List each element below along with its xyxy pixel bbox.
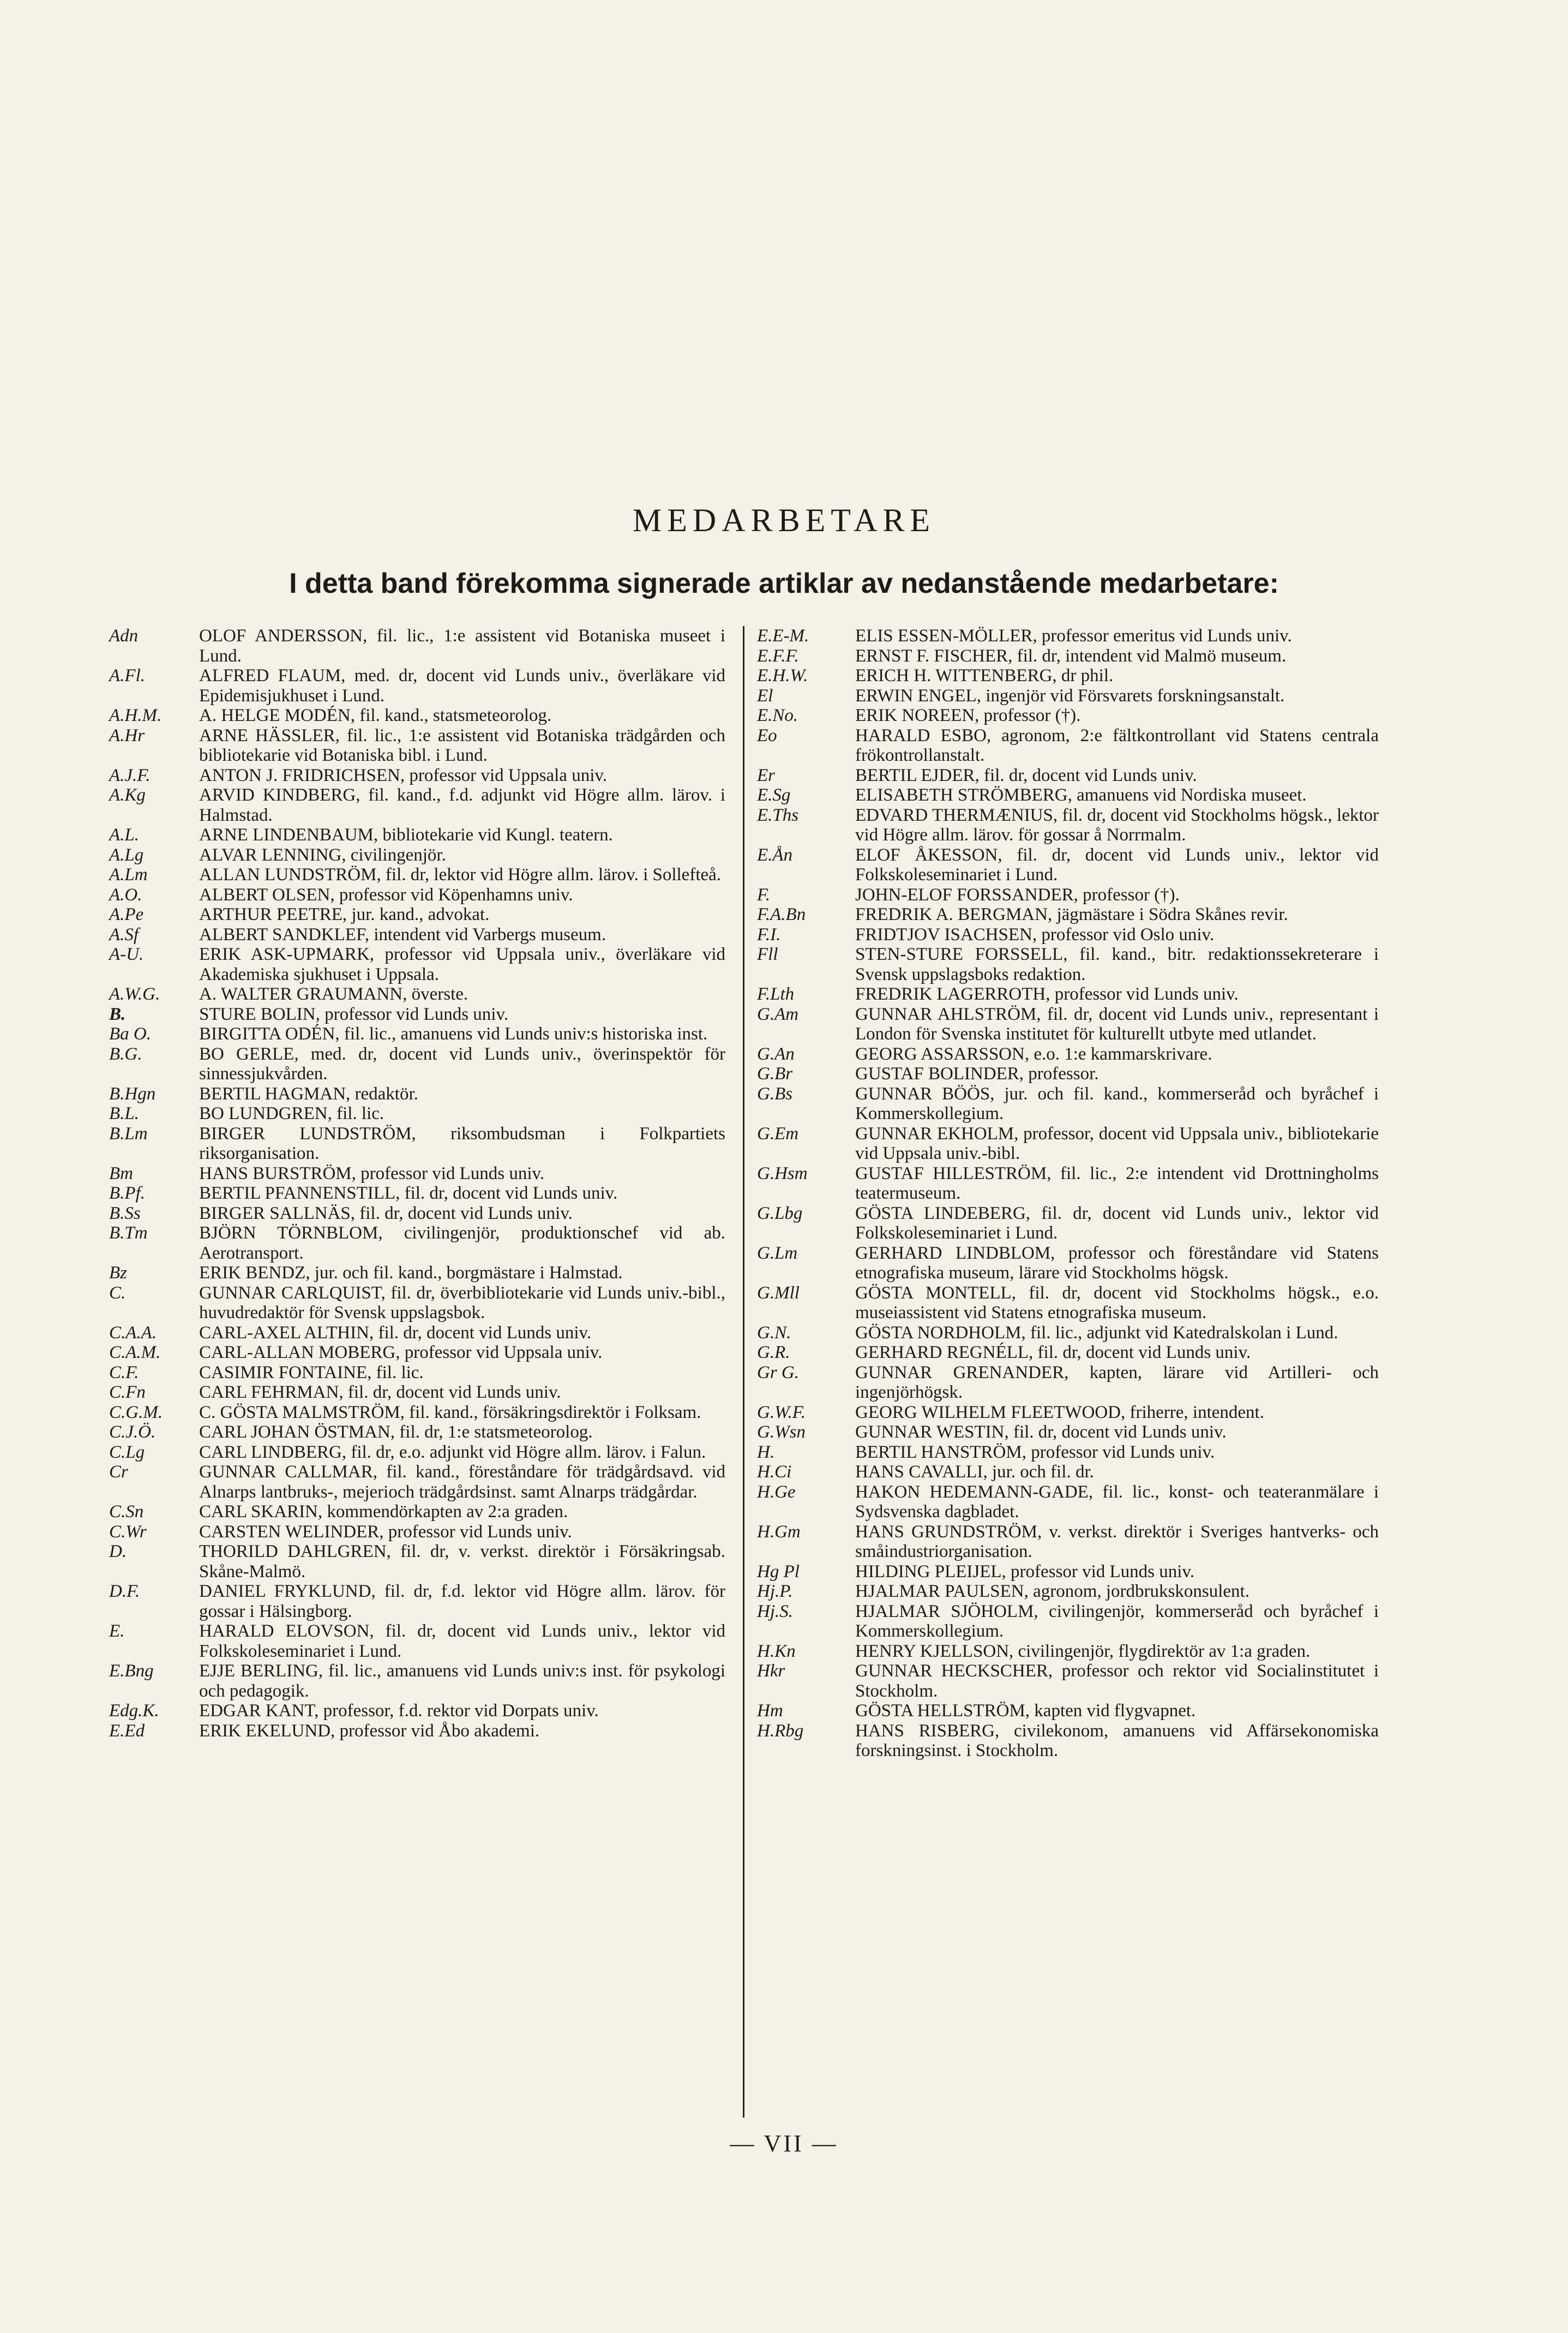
signature-abbreviation: G.Am <box>757 1004 799 1024</box>
signature-abbreviation: B.Pf. <box>109 1183 145 1203</box>
contributor-entry <box>109 1621 725 1661</box>
contributor-entry <box>109 1382 725 1403</box>
contributor-description: ARNE LINDENBAUM, bibliotekarie vid Kungl. teatern. <box>199 825 613 845</box>
contributor-entry <box>109 1164 725 1184</box>
signature-abbreviation: G.An <box>757 1044 795 1064</box>
contributor-entry <box>109 1005 725 1025</box>
signature-abbreviation: C.A.A. <box>109 1322 157 1343</box>
contributor-description: ARNE HÄSSLER, fil. lic., 1:e assistent vid Botaniska trädgården och bibliotekarie vid Botaniska bibl. i Lund. <box>199 725 725 765</box>
page-title: MEDARBETARE <box>632 502 936 538</box>
signature-abbreviation: Hj.S. <box>757 1601 793 1621</box>
contributor-description: CARL SKARIN, kommendörkapten av 2:a graden. <box>199 1502 568 1522</box>
signature-abbreviation: Hj.P. <box>757 1582 793 1601</box>
contributor-entry <box>109 1701 725 1721</box>
contributor-description: STEN-STURE FORSSELL, fil. kand., bitr. redaktionssekreterare i Svensk uppslagsboks redaktion. <box>855 945 1379 984</box>
contributor-description: GUNNAR CARLQUIST, fil. dr, överbibliotekarie vid Lunds univ.-bibl., huvudredaktör för Svensk uppslagsbok. <box>199 1283 725 1322</box>
contributor-description: GUNNAR WESTIN, fil. dr, docent vid Lunds univ. <box>855 1422 1227 1442</box>
signature-abbreviation: Eo <box>757 725 777 745</box>
contributor-entry <box>109 925 725 945</box>
signature-abbreviation: A.J.F. <box>109 765 151 785</box>
contributor-entry <box>757 1363 1379 1403</box>
signature-abbreviation: A.Lg <box>109 845 144 865</box>
contributor-description: GUNNAR GRENANDER, kapten, lärare vid Artilleri- och ingenjörhögsk. <box>855 1362 1379 1402</box>
contributor-description: BO LUNDGREN, fil. lic. <box>199 1104 385 1123</box>
signature-abbreviation: G.Lbg <box>757 1203 803 1223</box>
contributor-entry <box>757 845 1379 885</box>
signature-abbreviation: C.Sn <box>109 1502 144 1522</box>
contributor-description: HENRY KJELLSON, civilingenjör, flygdirektör av 1:a graden. <box>855 1641 1311 1661</box>
contributor-description: GUSTAF HILLESTRÖM, fil. lic., 2:e intendent vid Drottningholms teatermuseum. <box>855 1163 1379 1203</box>
signature-abbreviation: A.Pe <box>109 905 144 924</box>
contributor-entry <box>109 1542 725 1582</box>
contributor-entry <box>757 1602 1379 1641</box>
contributor-description: EDGAR KANT, professor, f.d. rektor vid Dorpats univ. <box>199 1701 599 1721</box>
contributor-entry <box>109 1104 725 1124</box>
signature-abbreviation: E.No. <box>757 706 798 725</box>
signature-abbreviation: C.G.M. <box>109 1402 163 1422</box>
signature-abbreviation: A.H.M. <box>109 706 162 725</box>
contributor-description: ALVAR LENNING, civilingenjör. <box>199 845 446 865</box>
contributor-description: HANS RISBERG, civilekonom, amanuens vid Affärsekonomiska forskningsinst. i Stockholm. <box>855 1721 1379 1760</box>
signature-abbreviation: G.W.F. <box>757 1402 806 1422</box>
contributor-entry <box>109 626 725 666</box>
signature-abbreviation: A.Fl. <box>109 666 145 686</box>
signature-abbreviation: F.Lth <box>757 984 795 1004</box>
contributor-description: A. HELGE MODÉN, fil. kand., statsmeteorolog. <box>199 706 552 725</box>
contributor-entry <box>109 1283 725 1323</box>
signature-abbreviation: Hm <box>757 1701 783 1721</box>
signature-abbreviation: Fll <box>757 945 778 964</box>
signature-abbreviation: F.A.Bn <box>757 905 806 924</box>
contributor-description: STURE BOLIN, professor vid Lunds univ. <box>199 1004 509 1024</box>
contributor-entry <box>109 984 725 1005</box>
contributor-description: CASIMIR FONTAINE, fil. lic. <box>199 1362 424 1382</box>
contributor-description: ANTON J. FRIDRICHSEN, professor vid Uppsala univ. <box>199 765 607 785</box>
contributor-entry <box>109 785 725 825</box>
contributor-entry <box>109 1522 725 1542</box>
signature-abbreviation: B.Lm <box>109 1123 148 1144</box>
signature-abbreviation: B.G. <box>109 1044 142 1064</box>
contributor-description: GEORG WILHELM FLEETWOOD, friherre, intendent. <box>855 1402 1264 1422</box>
contributor-description: GÖSTA LINDEBERG, fil. dr, docent vid Lunds univ., lektor vid Folkskoleseminariet i Lund. <box>855 1203 1379 1243</box>
contributor-entry <box>757 646 1379 666</box>
contributor-description: ELIS ESSEN-MÖLLER, professor emeritus vid Lunds univ. <box>855 626 1292 646</box>
signature-abbreviation: Cr <box>109 1462 128 1482</box>
contributor-description: GUNNAR AHLSTRÖM, fil. dr, docent vid Lunds univ., representant i London för Svenska institutet för kulturellt utbyte med utlandet. <box>855 1004 1379 1044</box>
signature-abbreviation: Bz <box>109 1263 127 1283</box>
signature-abbreviation: E.Bng <box>109 1661 154 1681</box>
signature-abbreviation: Hkr <box>757 1661 785 1681</box>
signature-abbreviation: E.Ths <box>757 805 799 825</box>
contributor-description: ARVID KINDBERG, fil. kand., f.d. adjunkt vid Högre allm. lärov. i Halmstad. <box>199 785 725 825</box>
contributor-description: ERIK ASK-UPMARK, professor vid Uppsala univ., överläkare vid Akademiska sjukhuset i Uppsala. <box>199 945 725 984</box>
contributor-description: GUSTAF BOLINDER, professor. <box>855 1064 1099 1084</box>
contributor-entry <box>757 785 1379 805</box>
signature-abbreviation: G.Br <box>757 1064 793 1084</box>
contributor-entry <box>109 1462 725 1502</box>
signature-abbreviation: D.F. <box>109 1582 140 1601</box>
contributor-entry <box>757 1005 1379 1044</box>
signature-abbreviation: B.Ss <box>109 1203 141 1223</box>
contributor-entry <box>757 1562 1379 1582</box>
contributor-description: BERTIL PFANNENSTILL, fil. dr, docent vid Lunds univ. <box>199 1183 618 1203</box>
contributor-description: ARTHUR PEETRE, jur. kand., advokat. <box>199 905 490 924</box>
signature-abbreviation: E.H.W. <box>757 666 808 686</box>
signature-abbreviation: G.Em <box>757 1123 799 1144</box>
signature-abbreviation: C.J.Ö. <box>109 1422 156 1442</box>
signature-abbreviation: E.Sg <box>757 785 791 805</box>
contributor-description: THORILD DAHLGREN, fil. dr, v. verkst. direktör i Försäkringsab. Skåne-Malmö. <box>199 1542 725 1582</box>
contributor-description: CARSTEN WELINDER, professor vid Lunds univ. <box>199 1522 572 1542</box>
contributor-entry <box>757 706 1379 726</box>
contributor-entry <box>109 1183 725 1204</box>
contributor-description: GUNNAR CALLMAR, fil. kand., föreståndare för trädgårdsavd. vid Alnarps lantbruks-, mejerioch trädgårdsinst. samt Alnarps trädgårdar. <box>199 1462 725 1502</box>
contributor-entry <box>109 1582 725 1621</box>
signature-abbreviation: Ba O. <box>109 1024 151 1044</box>
contributor-description: ELISABETH STRÖMBERG, amanuens vid Nordiska museet. <box>855 785 1307 805</box>
contributor-entry <box>109 1204 725 1224</box>
contributor-description: HARALD ESBO, agronom, 2:e fältkontrollant vid Statens centrala frökontrollanstalt. <box>855 725 1379 765</box>
contributor-description: CARL FEHRMAN, fil. dr, docent vid Lunds univ. <box>199 1382 561 1402</box>
contributor-entry <box>757 726 1379 766</box>
signature-abbreviation: B. <box>109 1004 126 1024</box>
contributor-entry <box>109 726 725 766</box>
signature-abbreviation: G.Hsm <box>757 1163 808 1183</box>
signature-abbreviation: F. <box>757 885 771 905</box>
contributor-entry <box>109 825 725 845</box>
signature-abbreviation: C.Wr <box>109 1522 147 1542</box>
signature-abbreviation: C.F. <box>109 1362 139 1382</box>
contributor-description: CARL LINDBERG, fil. dr, e.o. adjunkt vid Högre allm. lärov. i Falun. <box>199 1442 706 1462</box>
contributor-entry <box>757 1641 1379 1662</box>
signature-abbreviation: C. <box>109 1283 126 1303</box>
contributor-entry <box>757 925 1379 945</box>
contributor-description: BIRGER SALLNÄS, fil. dr, docent vid Lunds univ. <box>199 1203 573 1223</box>
contributor-entry <box>109 905 725 925</box>
signature-abbreviation: A.Lm <box>109 865 148 885</box>
signature-abbreviation: A-U. <box>109 945 144 964</box>
contributor-description: BERTIL HANSTRÖM, professor vid Lunds univ. <box>855 1442 1215 1462</box>
contributor-description: ERNST F. FISCHER, fil. dr, intendent vid Malmö museum. <box>855 646 1287 666</box>
contributor-description: CARL JOHAN ÖSTMAN, fil. dr, 1:e statsmeteorolog. <box>199 1422 593 1442</box>
contributor-entry <box>757 1701 1379 1721</box>
contributor-entry <box>757 1482 1379 1522</box>
contributor-entry <box>109 1403 725 1423</box>
contributor-description: HILDING PLEIJEL, professor vid Lunds univ. <box>855 1561 1195 1582</box>
contributor-description: GÖSTA NORDHOLM, fil. lic., adjunkt vid Katedralskolan i Lund. <box>855 1322 1338 1343</box>
signature-abbreviation: E.F.F. <box>757 646 799 666</box>
column-divider <box>743 626 744 2118</box>
contributor-entry <box>109 1024 725 1044</box>
contributor-entry <box>757 1164 1379 1204</box>
contributor-description: BO GERLE, med. dr, docent vid Lunds univ., överinspektör för sinnessjukvården. <box>199 1044 725 1084</box>
contributor-description: ERICH H. WITTENBERG, dr phil. <box>855 666 1114 686</box>
signature-abbreviation: A.L. <box>109 825 140 845</box>
contributor-entry <box>757 626 1379 646</box>
signature-abbreviation: H.Ci <box>757 1462 792 1482</box>
contributor-entry <box>757 1323 1379 1343</box>
contributor-description: HAKON HEDEMANN-GADE, fil. lic., konst- och teateranmälare i Sydsvenska dagbladet. <box>855 1482 1379 1522</box>
signature-abbreviation: G.Bs <box>757 1084 793 1104</box>
signature-abbreviation: A.O. <box>109 885 142 905</box>
signature-abbreviation: G.R. <box>757 1343 790 1362</box>
signature-abbreviation: E.E-M. <box>757 626 809 646</box>
contributor-entry <box>109 666 725 706</box>
contributor-entry <box>109 1323 725 1343</box>
contributor-entry <box>109 1721 725 1741</box>
signature-abbreviation: C.A.M. <box>109 1343 161 1362</box>
contributor-description: BIRGITTA ODÉN, fil. lic., amanuens vid Lunds univ:s historiska inst. <box>199 1024 708 1044</box>
contributor-description: HANS BURSTRÖM, professor vid Lunds univ. <box>199 1163 545 1183</box>
contributor-description: BERTIL HAGMAN, redaktör. <box>199 1084 418 1104</box>
signature-abbreviation: A.Hr <box>109 725 145 745</box>
contributor-entry <box>757 1522 1379 1562</box>
contributor-entry <box>757 1721 1379 1761</box>
contributor-entry <box>109 865 725 885</box>
contributor-description: OLOF ANDERSSON, fil. lic., 1:e assistent vid Botaniska museet i Lund. <box>199 626 725 666</box>
contributor-description: HJALMAR SJÖHOLM, civilingenjör, kommerseråd och byråchef i Kommerskollegium. <box>855 1601 1379 1641</box>
signature-abbreviation: Adn <box>109 626 139 646</box>
contributor-description: ALBERT SANDKLEF, intendent vid Varbergs museum. <box>199 924 606 945</box>
signature-abbreviation: B.Tm <box>109 1223 148 1243</box>
signature-abbreviation: E. <box>109 1621 125 1641</box>
contributor-description: CARL-ALLAN MOBERG, professor vid Uppsala univ. <box>199 1343 603 1362</box>
contributor-description: ERIK NOREEN, professor (†). <box>855 706 1081 725</box>
contributor-description: EDVARD THERMÆNIUS, fil. dr, docent vid Stockholms högsk., lektor vid Högre allm. lärov. för gossar å Norrmalm. <box>855 805 1379 845</box>
page-number: — VII — <box>730 2130 838 2157</box>
contributor-entry <box>757 686 1379 706</box>
contributor-description: ALFRED FLAUM, med. dr, docent vid Lunds univ., överläkare vid Epidemisjukhuset i Lund. <box>199 666 725 706</box>
contributor-entry <box>109 1422 725 1442</box>
signature-abbreviation: H.Gm <box>757 1522 801 1542</box>
contributor-description: BIRGER LUNDSTRÖM, riksombudsman i Folkpartiets riksorganisation. <box>199 1123 725 1163</box>
contributor-entry <box>757 945 1379 984</box>
contributor-description: ALBERT OLSEN, professor vid Köpenhamns univ. <box>199 885 573 905</box>
contributor-description: GUNNAR HECKSCHER, professor och rektor vid Socialinstitutet i Stockholm. <box>855 1661 1379 1701</box>
contributor-description: GERHARD REGNÉLL, fil. dr, docent vid Lunds univ. <box>855 1343 1251 1362</box>
contributor-entry <box>109 706 725 726</box>
signature-abbreviation: C.Fn <box>109 1382 146 1402</box>
contributor-entry <box>109 845 725 865</box>
contributor-description: CARL-AXEL ALTHIN, fil. dr, docent vid Lunds univ. <box>199 1322 592 1343</box>
contributor-description: DANIEL FRYKLUND, fil. dr, f.d. lektor vid Högre allm. lärov. för gossar i Hälsingborg. <box>199 1582 725 1621</box>
contributor-entry <box>757 1661 1379 1701</box>
signature-abbreviation: E.Ed <box>109 1721 145 1741</box>
contributor-entry <box>109 1661 725 1701</box>
contributor-entry <box>757 666 1379 686</box>
signature-abbreviation: A.Sf <box>109 924 139 945</box>
contributor-description: C. GÖSTA MALMSTRÖM, fil. kand., försäkringsdirektör i Folksam. <box>199 1402 701 1422</box>
contributor-description: ERIK EKELUND, professor vid Åbo akademi. <box>199 1721 540 1741</box>
contributor-entry <box>757 1462 1379 1482</box>
contributor-entry <box>109 766 725 786</box>
contributor-entry <box>109 1124 725 1164</box>
right-column <box>757 626 1379 1761</box>
contributor-entry <box>109 1363 725 1383</box>
contributor-entry <box>757 805 1379 845</box>
contributor-entry <box>109 1084 725 1104</box>
signature-abbreviation: Hg Pl <box>757 1561 800 1582</box>
signature-abbreviation: G.N. <box>757 1322 791 1343</box>
contributor-description: FREDRIK A. BERGMAN, jägmästare i Södra Skånes revir. <box>855 905 1288 924</box>
signature-abbreviation: H.Rbg <box>757 1721 804 1741</box>
contributor-entry <box>109 1223 725 1263</box>
signature-abbreviation: F.I. <box>757 924 781 945</box>
contributor-entry <box>757 1204 1379 1243</box>
contributor-entry <box>757 1422 1379 1442</box>
contributor-entry <box>109 885 725 905</box>
signature-abbreviation: C.Lg <box>109 1442 145 1462</box>
contributor-entry <box>757 1124 1379 1164</box>
contributor-description: GÖSTA HELLSTRÖM, kapten vid flygvapnet. <box>855 1701 1196 1721</box>
signature-abbreviation: Er <box>757 765 775 785</box>
signature-abbreviation: B.L. <box>109 1104 140 1123</box>
contributor-description: HANS GRUNDSTRÖM, v. verkst. direktör i Sveriges hantverks- och småindustriorganisation. <box>855 1522 1379 1561</box>
contributor-entry <box>109 945 725 984</box>
contributor-entry <box>757 885 1379 905</box>
contributor-description: ALLAN LUNDSTRÖM, fil. dr, lektor vid Högre allm. lärov. i Sollefteå. <box>199 865 722 885</box>
signature-abbreviation: H.Kn <box>757 1641 796 1661</box>
contributor-description: ERIK BENDZ, jur. och fil. kand., borgmästare i Halmstad. <box>199 1263 623 1283</box>
contributor-entry <box>757 1343 1379 1363</box>
signature-abbreviation: G.Lm <box>757 1243 798 1263</box>
signature-abbreviation: E.Ån <box>757 845 793 865</box>
contributor-description: JOHN-ELOF FORSSANDER, professor (†). <box>855 885 1180 905</box>
contributor-description: BJÖRN TÖRNBLOM, civilingenjör, produktionschef vid ab. Aerotransport. <box>199 1223 725 1263</box>
contributor-description: A. WALTER GRAUMANN, överste. <box>199 984 468 1004</box>
signature-abbreviation: Gr G. <box>757 1362 800 1382</box>
contributor-description: ELOF ÅKESSON, fil. dr, docent vid Lunds univ., lektor vid Folkskoleseminariet i Lund. <box>855 845 1379 885</box>
signature-abbreviation: B.Hgn <box>109 1084 156 1104</box>
contributor-description: EJJE BERLING, fil. lic., amanuens vid Lunds univ:s inst. för psykologi och pedagogik. <box>199 1661 725 1701</box>
contributor-description: HANS CAVALLI, jur. och fil. dr. <box>855 1462 1094 1482</box>
contributor-description: GUNNAR EKHOLM, professor, docent vid Uppsala univ., bibliotekarie vid Uppsala univ.-bibl. <box>855 1123 1379 1163</box>
left-column <box>109 626 725 1741</box>
contributor-entry <box>757 1064 1379 1084</box>
contributor-entry <box>757 766 1379 786</box>
contributor-entry <box>109 1263 725 1283</box>
contributor-entry <box>109 1502 725 1522</box>
contributor-entry <box>109 1442 725 1463</box>
contributor-description: ERWIN ENGEL, ingenjör vid Försvarets forskningsanstalt. <box>855 686 1285 706</box>
contributor-entry <box>757 1243 1379 1283</box>
contributor-entry <box>109 1044 725 1084</box>
contributor-entry <box>757 1442 1379 1463</box>
contributor-description: GERHARD LINDBLOM, professor och föreståndare vid Statens etnografiska museum, lärare vid Stockholms högsk. <box>855 1243 1379 1283</box>
intro-text: I detta band förekomma signerade artiklar av nedanstående medarbetare: <box>289 568 1279 599</box>
contributor-description: FRIDTJOV ISACHSEN, professor vid Oslo univ. <box>855 924 1215 945</box>
contributor-description: HJALMAR PAULSEN, agronom, jordbrukskonsulent. <box>855 1582 1249 1601</box>
signature-abbreviation: G.Wsn <box>757 1422 806 1442</box>
contributor-entry <box>757 1084 1379 1124</box>
contributor-entry <box>757 984 1379 1005</box>
contributor-description: GUNNAR BÖÖS, jur. och fil. kand., kommerseråd och byråchef i Kommerskollegium. <box>855 1084 1379 1123</box>
contributor-entry <box>757 1403 1379 1423</box>
signature-abbreviation: Edg.K. <box>109 1701 159 1721</box>
signature-abbreviation: A.W.G. <box>109 984 160 1004</box>
contributor-description: GEORG ASSARSSON, e.o. 1:e kammarskrivare. <box>855 1044 1212 1064</box>
contributor-entry <box>757 1582 1379 1602</box>
signature-abbreviation: D. <box>109 1542 127 1561</box>
contributor-description: GÖSTA MONTELL, fil. dr, docent vid Stockholms högsk., e.o. museiassistent vid Statens etnografiska museum. <box>855 1283 1379 1322</box>
signature-abbreviation: El <box>757 686 773 706</box>
contributor-description: HARALD ELOVSON, fil. dr, docent vid Lunds univ., lektor vid Folkskoleseminariet i Lund. <box>199 1621 725 1661</box>
signature-abbreviation: H. <box>757 1442 775 1462</box>
signature-abbreviation: G.Mll <box>757 1283 800 1303</box>
contributor-entry <box>757 1044 1379 1065</box>
contributor-entry <box>757 1283 1379 1323</box>
contributor-description: BERTIL EJDER, fil. dr, docent vid Lunds univ. <box>855 765 1197 785</box>
contributor-entry <box>757 905 1379 925</box>
signature-abbreviation: Bm <box>109 1163 133 1183</box>
signature-abbreviation: A.Kg <box>109 785 146 805</box>
contributor-entry <box>109 1343 725 1363</box>
signature-abbreviation: H.Ge <box>757 1482 796 1502</box>
contributor-description: FREDRIK LAGERROTH, professor vid Lunds univ. <box>855 984 1239 1004</box>
